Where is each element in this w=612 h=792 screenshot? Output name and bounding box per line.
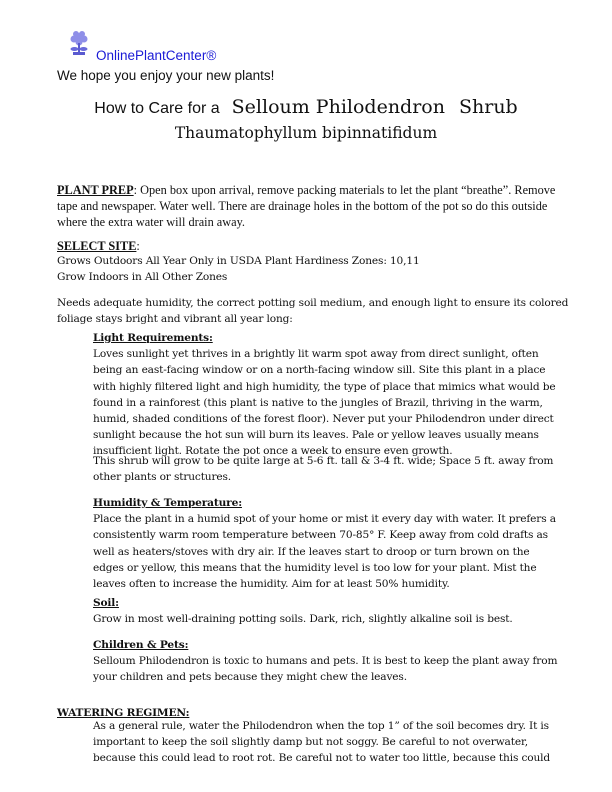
- watering-heading: WATERING REGIMEN:: [57, 707, 190, 719]
- select-site-heading: SELECT SITE: [57, 239, 137, 253]
- humidity-heading: Humidity & Temperature:: [93, 497, 242, 509]
- watering-line: As a general rule, water the Philodendron when the top 1” of the soil becomes dry. It is: [93, 720, 549, 732]
- light-line: insufficient light. Rotate the pot once a week to ensure even growth.: [93, 445, 453, 458]
- children-pets-section: [93, 637, 557, 686]
- soil-section: [93, 595, 513, 627]
- intro-line: foliage stays bright and vibrant all year long:: [57, 313, 293, 326]
- soil-heading: Soil:: [93, 597, 119, 609]
- humidity-line: Place the plant in a humid spot of your home or mist it every day with water. It prefers a: [93, 513, 556, 526]
- size-line: This shrub will grow to be quite large at 5-6 ft. tall & 3-4 ft. wide; Space 5 ft. away from: [93, 455, 554, 467]
- select-site-line: Grows Outdoors All Year Only in USDA Plant Hardiness Zones: 10,11: [57, 255, 420, 267]
- size-paragraph: [93, 453, 553, 485]
- plant-prep-line: : Open box upon arrival, remove packing materials to let the plant “breathe”. Remove: [133, 183, 556, 197]
- title-prefix: How to Care for a: [94, 100, 220, 117]
- humidity-section: [93, 495, 556, 592]
- size-line: other plants or structures.: [93, 471, 232, 484]
- humidity-line: consistently warm room temperature between 70-85° F. Keep away from cold drafts as: [93, 529, 548, 542]
- humidity-line: leaves often to increase the humidity. Aim for at least 50% humidity.: [93, 578, 450, 591]
- tagline: We hope you enjoy your new plants!: [57, 68, 275, 83]
- plant-prep-line: tape and newspaper. Water well. There are drainage holes in the bottom of the pot so do this outside: [57, 199, 548, 213]
- light-heading: Light Requirements:: [93, 332, 213, 344]
- light-line: being an east-facing window or on a north-facing window sill. Site this plant in a place: [93, 364, 546, 377]
- select-site-heading-row: [57, 238, 140, 254]
- light-line: Loves sunlight yet thrives in a brightly lit warm spot away from direct sunlight, often: [93, 348, 539, 361]
- light-line: with highly filtered light and high humidity, the type of place that mimics what would be: [93, 380, 556, 393]
- humidity-line: edges or yellow, this means that the humidity level is too low for your plant. Mist the: [93, 561, 537, 574]
- intro-line: Needs adequate humidity, the correct potting soil medium, and enough light to ensure its colored: [57, 297, 569, 309]
- plant-prep-heading: PLANT PREP: [57, 183, 134, 197]
- plant-prep-section: [57, 182, 555, 230]
- plant-prep-line: where the extra water will drain away.: [57, 215, 246, 229]
- children-pets-heading: Children & Pets:: [93, 639, 189, 651]
- light-line: sunlight because the hot sun will burn its leaves. Pale or yellow leaves usually means: [93, 429, 539, 442]
- watering-line: important to keep the soil slightly damp but not soggy. Be careful to not overwater,: [93, 736, 528, 749]
- flower-logo-icon: [67, 30, 91, 58]
- plant-type: Shrub: [458, 96, 518, 118]
- light-line: humid, shaded conditions of the forest floor). Never put your Philodendron under direct: [93, 413, 554, 426]
- children-pets-line: your children and pets because they might chew the leaves.: [93, 671, 407, 684]
- botanical-name: Thaumatophyllum bipinnatifidum: [174, 124, 438, 142]
- select-site-colon: :: [136, 239, 140, 253]
- intro-paragraph: [57, 295, 568, 327]
- light-section: [93, 330, 556, 460]
- select-site-body: [57, 253, 420, 285]
- children-pets-line: Selloum Philodendron is toxic to humans and pets. It is best to keep the plant away from: [93, 655, 558, 668]
- brand-name: OnlinePlantCenter®: [96, 48, 217, 63]
- watering-line: because this could lead to root rot. Be careful not to water too little, because this could: [93, 752, 551, 765]
- soil-line: Grow in most well-draining potting soils. Dark, rich, slightly alkaline soil is best.: [93, 613, 513, 626]
- light-line: found in a rainforest (this plant is native to the jungles of Brazil, thriving in the warm,: [93, 396, 543, 409]
- watering-body: [93, 718, 550, 767]
- page-title: [0, 96, 612, 118]
- select-site-line: Grow Indoors in All Other Zones: [57, 271, 228, 284]
- humidity-line: well as heaters/stoves with dry air. If the leaves start to droop or turn brown on the: [93, 545, 530, 558]
- plant-name: Selloum Philodendron: [231, 96, 445, 118]
